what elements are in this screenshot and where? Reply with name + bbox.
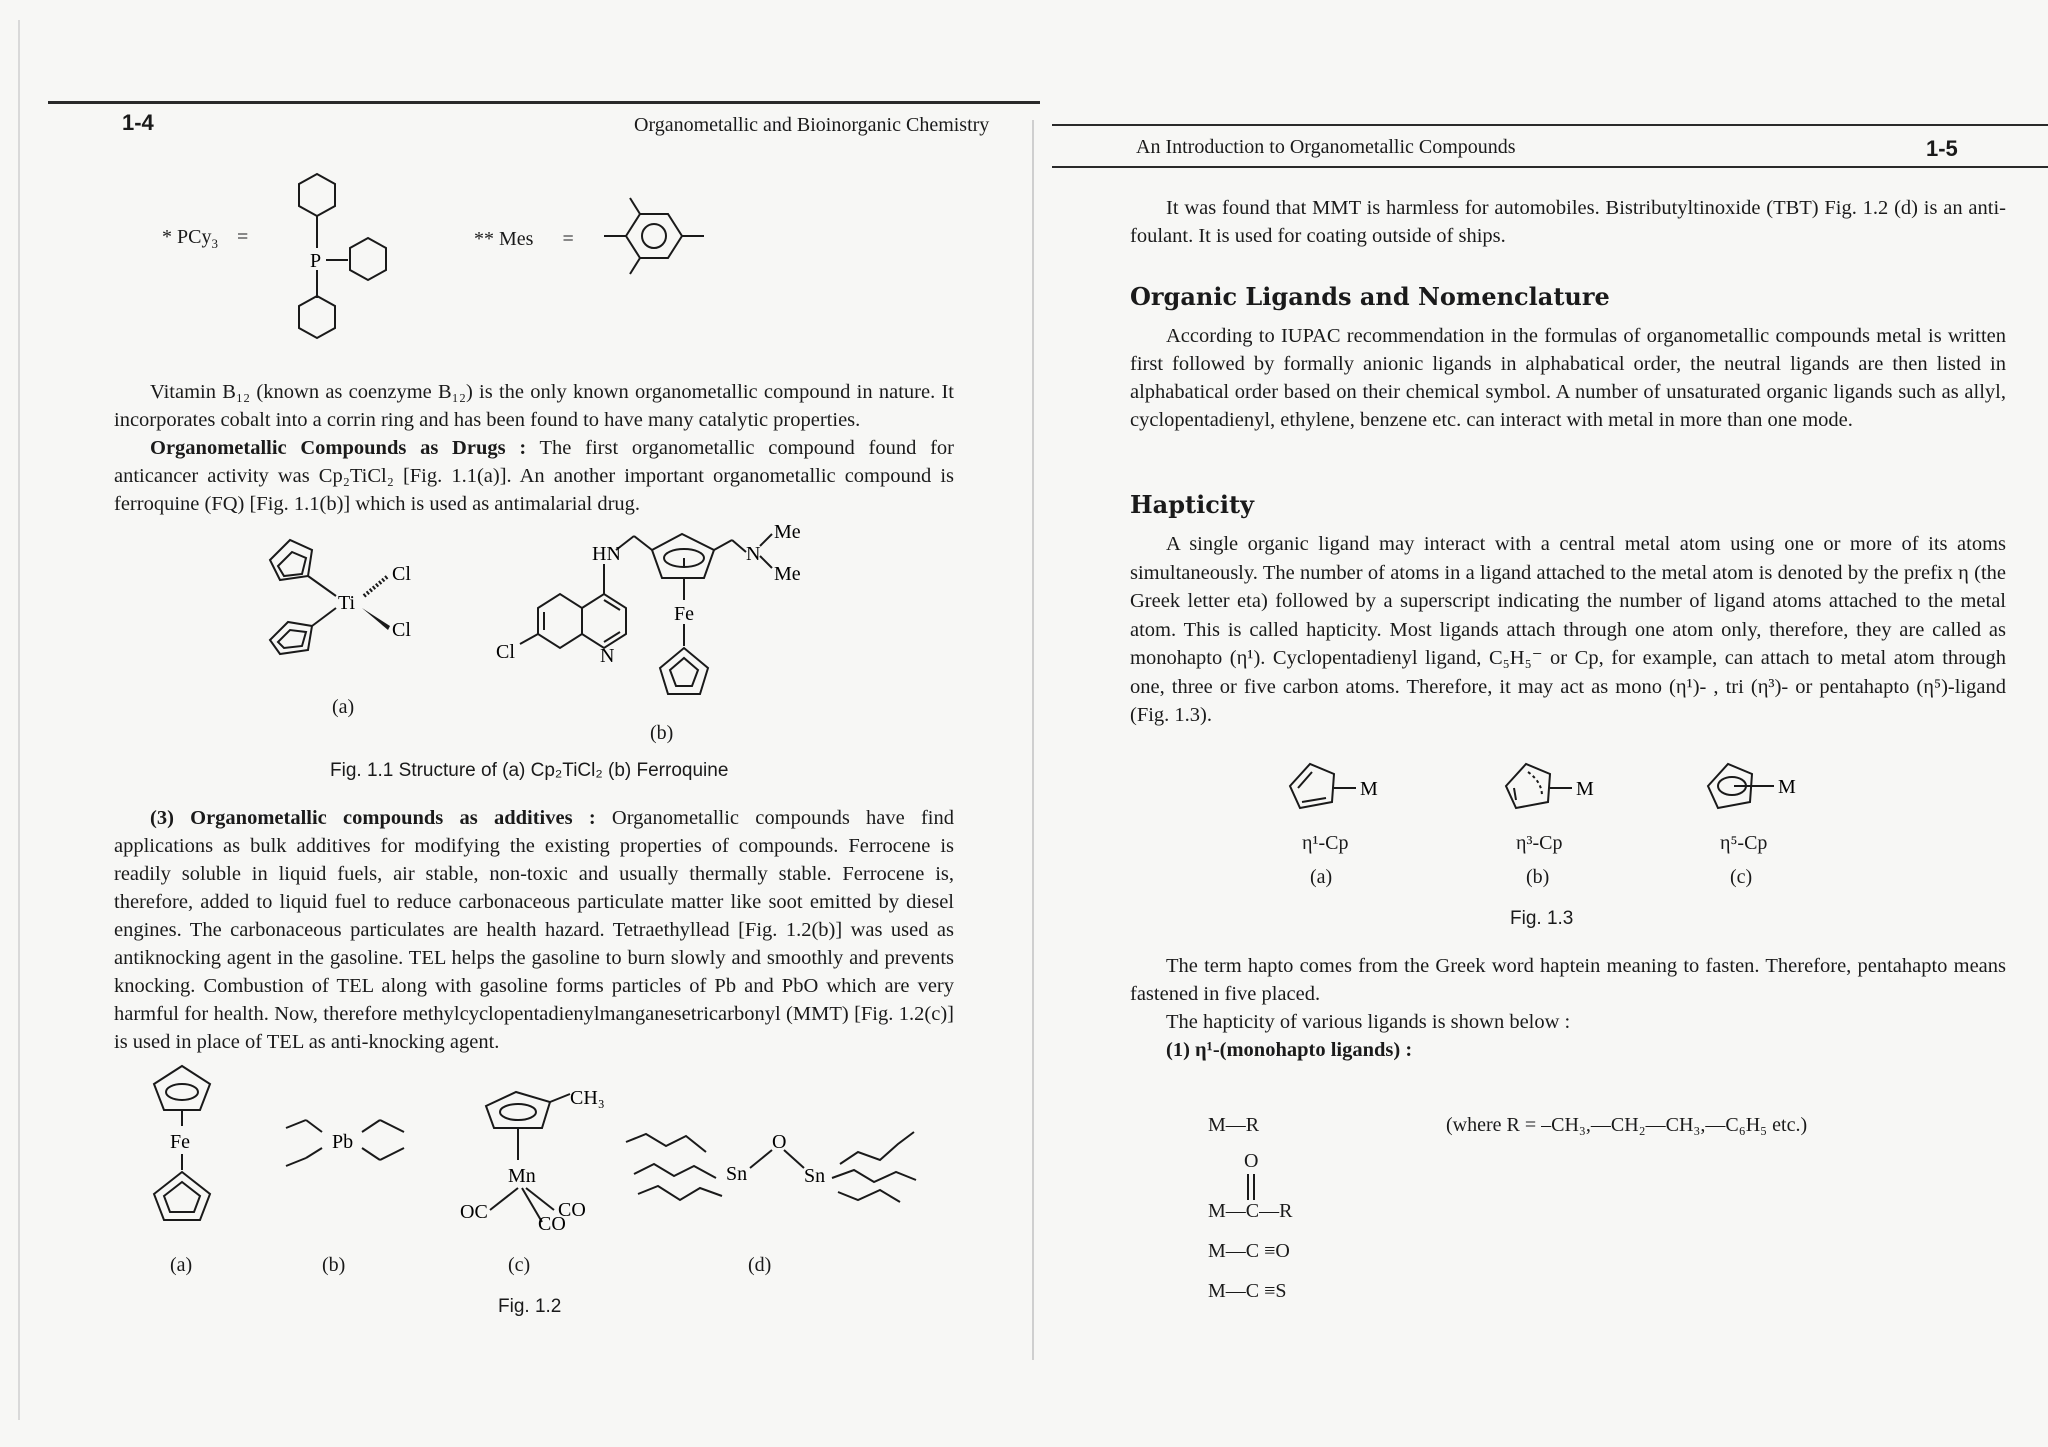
monohapto-subheading: (1) η¹-(monohapto ligands) : — [1166, 1039, 1413, 1061]
fig11-label-b: (b) — [650, 722, 674, 744]
formula-m-co: M—C ≡O — [1208, 1240, 1290, 1262]
svg-text:O: O — [772, 1131, 787, 1153]
mesityl-structure — [600, 192, 720, 282]
svg-text:M: M — [1778, 776, 1796, 798]
phosphorus-label: P — [310, 250, 322, 272]
fig13-sub-b: (b) — [1526, 866, 1550, 888]
right-body-1 — [1130, 322, 2006, 434]
cyclohexyl-ring-top — [299, 174, 335, 216]
svg-text:N: N — [600, 645, 615, 667]
svg-text:CO: CO — [558, 1199, 586, 1221]
hapticity-paragraph: A single organic ligand may interact with a central metal atom using one or more of its atoms simultaneously. The number of atoms in a ligand attached to the metal atom is denoted by the prefix η (the Greek letter eta) followed by a superscript indicating the number of ligand atoms attached to the metal atom. This is called hapticity. Most ligands attach through one atom only, therefore, they are called as monohapto (η¹). Cyclopentadienyl ligand, C₅H₅⁻ or Cp, for example, can attach to metal atom through one, three or five carbon atoms. Therefore, it may act as mono (η¹)- , tri (η³)- or pentahapto (η⁵)-ligand (Fig. 1.3). — [1130, 533, 2006, 726]
fig11-caption: Fig. 1.1 Structure of (a) Cp₂TiCl₂ (b) Ferroquine — [330, 760, 729, 781]
svg-text:Me: Me — [774, 521, 801, 543]
header-rule-top — [1052, 124, 2048, 126]
page-number: 1-4 — [122, 110, 154, 135]
svg-text:CO: CO — [538, 1213, 566, 1235]
fig13-sub-c: (c) — [1730, 866, 1753, 888]
additives-paragraph: (3) Organometallic compounds as additives : Organometallic compounds have find applications as bulk additives for modifying the existing properties of compounds. Ferrocene is readily soluble in liquid fuels, air stable, non-toxic and usually thermally stable. Ferrocene is, therefore, added to liquid fuel to reduce carbonaceous particulate matter like soot emitted by diesel engines. The carbonaceous particulates are health hazard. Tetraethyllead [Fig. 1.2(b)] was used as antiknocking agent in the gasoline. TEL helps the gasoline to burn slowly and smoothly and prevents knocking. Combustion of TEL along with gasoline forms particles of Pb and PbO which are very harmful for health. Now, therefore methylcyclopentadienylmanganesetricarbonyl (MMT) [Fig. 1.2(c)] is used in place of TEL as anti-knocking agent. — [114, 807, 954, 1053]
fig12-label-c: (c) — [508, 1254, 531, 1276]
hapto-paragraph: The term hapto comes from the Greek word haptein meaning to fasten. Therefore, pentahapto means fastened in five placed. — [1130, 955, 2006, 1005]
eta5-cp-structure — [1704, 758, 1814, 818]
svg-text:Sn: Sn — [726, 1163, 748, 1185]
ferrocene-structure — [148, 1062, 218, 1232]
formula-m-c-r: M—C—R — [1208, 1200, 1293, 1222]
mmt-structure — [446, 1084, 626, 1234]
cyclohexyl-ring-bottom — [299, 296, 335, 338]
header-rule — [48, 101, 1040, 104]
page-number: 1-5 — [1926, 136, 1958, 161]
mmt-paragraph: It was found that MMT is harmless for automobiles. Bistributyltinoxide (TBT) Fig. 1.2 (d) is an anti-foulant. It is used for coating outside of ships. — [1130, 197, 2006, 247]
eta1-cp-structure — [1286, 758, 1396, 818]
cyclohexyl-ring-right — [350, 238, 386, 280]
book-spine — [1032, 120, 1034, 1360]
eta3-cp-structure — [1502, 758, 1612, 818]
cp2ticl2-structure — [258, 530, 438, 660]
svg-text:HN: HN — [592, 543, 621, 565]
svg-text:Sn: Sn — [804, 1165, 826, 1187]
svg-text:Pb: Pb — [332, 1131, 354, 1153]
svg-text:OC: OC — [460, 1201, 488, 1223]
hapticity-intro: The hapticity of various ligands is shown below : — [1166, 1011, 1571, 1033]
svg-text:Cl: Cl — [496, 641, 515, 663]
fig12-caption: Fig. 1.2 — [498, 1296, 562, 1317]
carbonyl-double-bond — [1246, 1174, 1256, 1200]
formula-oxygen: O — [1244, 1150, 1259, 1172]
svg-text:Fe: Fe — [170, 1131, 190, 1153]
pcy3-structure — [280, 170, 410, 350]
formula-r-note: (where R = –CH₃,—CH₂—CH₃,—C₆H₅ etc.) — [1446, 1114, 1808, 1136]
fig12-label-a: (a) — [170, 1254, 193, 1276]
formula-m-r: M—R — [1208, 1114, 1260, 1136]
fig13-caption: Fig. 1.3 — [1510, 908, 1574, 929]
svg-text:N: N — [746, 543, 761, 565]
svg-text:Mn: Mn — [508, 1165, 536, 1187]
pcy3-label: * PCy$_3$ = — [162, 226, 249, 251]
iupac-paragraph: According to IUPAC recommendation in the formulas of organometallic compounds metal is written first followed by formally anionic ligands in alphabatical order, the neutral ligands are then listed in alphabatical order based on their chemical symbol. A number of unsaturated organic ligands such as allyl, cyclopentadienyl, ethylene, benzene etc. can interact with metal in more than one mode. — [1130, 325, 2006, 431]
svg-text:M: M — [1360, 778, 1378, 800]
eta5-label: η⁵-Cp — [1720, 832, 1768, 854]
tbt-structure — [626, 1130, 916, 1210]
fig13-sub-a: (a) — [1310, 866, 1333, 888]
eta3-label: η³-Cp — [1516, 832, 1563, 854]
svg-text:M: M — [1576, 778, 1594, 800]
mes-label: ** Mes = — [474, 228, 574, 250]
ferroquine-structure — [492, 520, 832, 720]
right-body-3 — [1130, 952, 2006, 1064]
svg-text:Cl: Cl — [392, 619, 411, 641]
running-head: Organometallic and Bioinorganic Chemistry — [634, 114, 990, 136]
vitamin-b12-paragraph: Vitamin B₁₂ (known as coenzyme B₁₂) is the only known organometallic compound in nature. It incorporates cobalt into a corrin ring and has been found to have many catalytic properties. — [114, 381, 954, 431]
formula-m-cs: M—C ≡S — [1208, 1280, 1287, 1302]
svg-text:Me: Me — [774, 563, 801, 585]
tetraethyllead-structure — [282, 1118, 412, 1178]
svg-text:Cl: Cl — [392, 563, 411, 585]
right-body-2 — [1130, 530, 2006, 730]
running-head: An Introduction to Organometallic Compounds — [1136, 136, 1516, 158]
svg-text:CH₃: CH₃ — [570, 1087, 605, 1109]
heading-organic-ligands: Organic Ligands and Nomenclature — [1130, 282, 1610, 311]
header-rule-bottom — [1052, 166, 2048, 168]
fig11-label-a: (a) — [332, 696, 355, 718]
eta1-label: η¹-Cp — [1302, 832, 1349, 854]
svg-text:Fe: Fe — [674, 603, 694, 625]
svg-text:Ti: Ti — [338, 592, 356, 614]
drugs-paragraph: Organometallic Compounds as Drugs : The first organometallic compound found for anticancer activity was Cp₂TiCl₂ [Fig. 1.1(a)]. An another important organometallic compound is ferroquine (FQ) [Fig. 1.1(b)] which is used as antimalarial drug. — [114, 437, 954, 515]
right-body-0 — [1130, 194, 2006, 250]
fig12-label-b: (b) — [322, 1254, 346, 1276]
fig12-label-d: (d) — [748, 1254, 772, 1276]
right-page — [1040, 0, 2048, 1447]
heading-hapticity: Hapticity — [1130, 490, 1254, 519]
left-body-1 — [114, 378, 954, 518]
